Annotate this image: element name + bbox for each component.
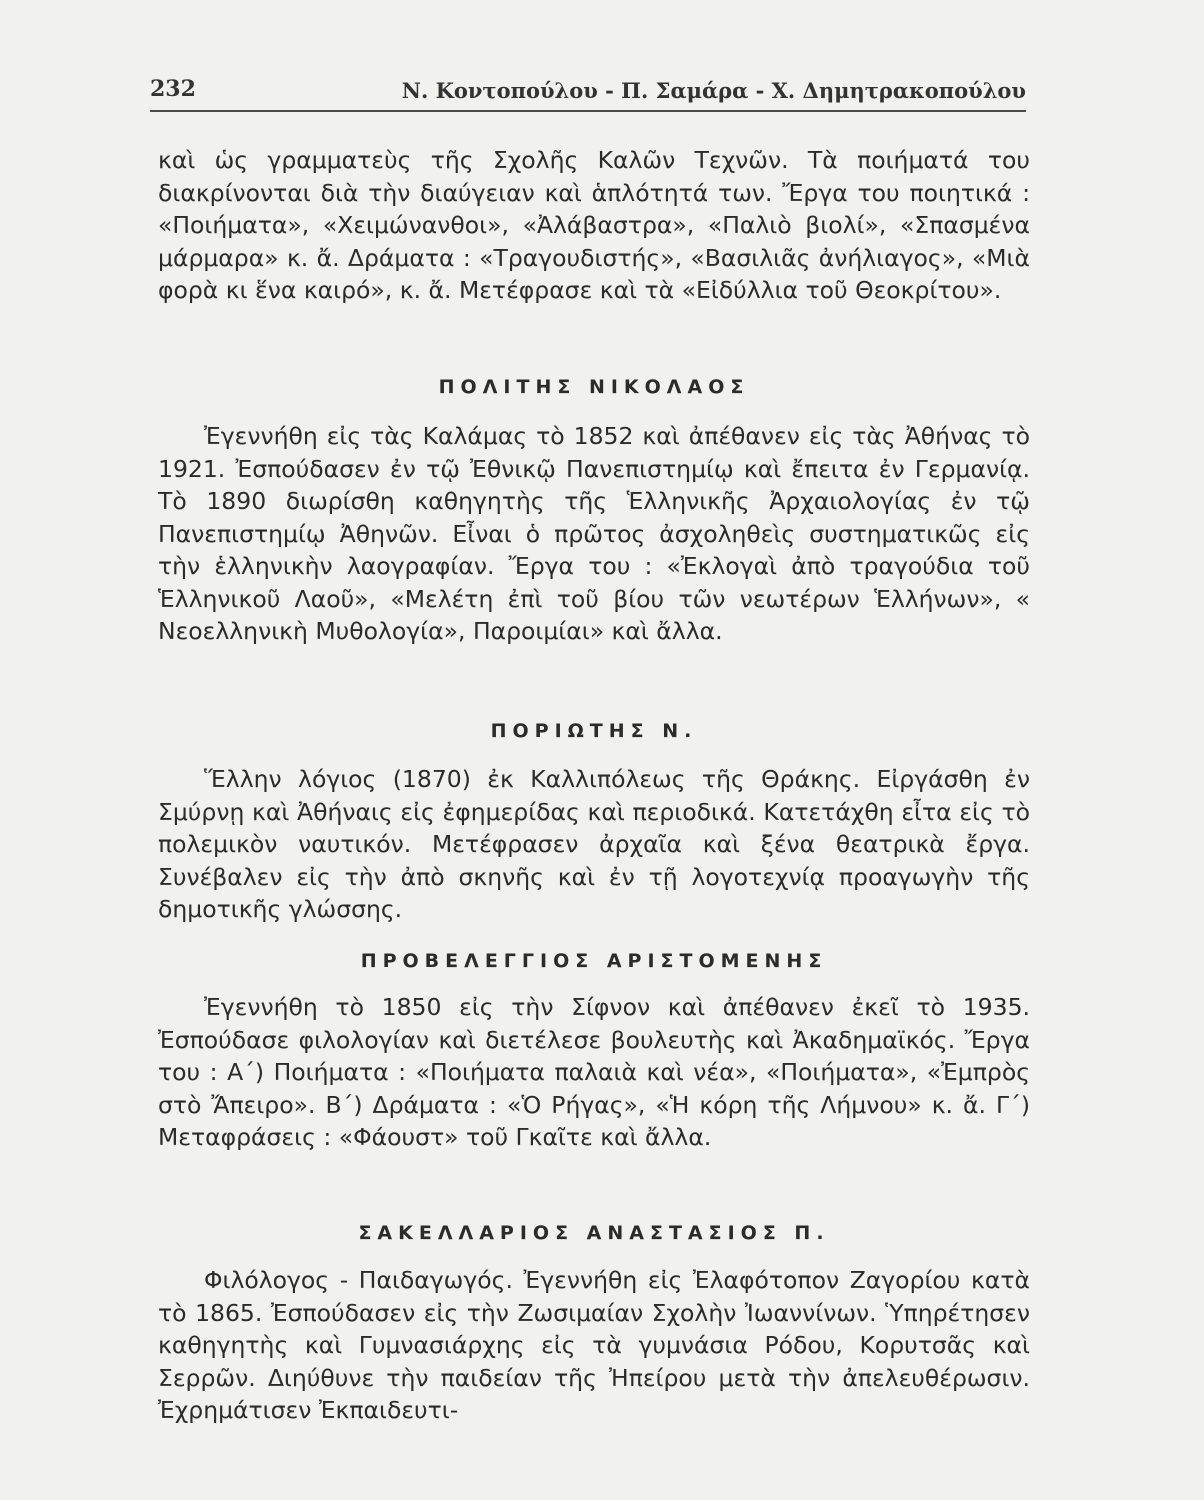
entry-text: Ἐγεννήθη τὸ 1850 εἰς τὴν Σίφνον καὶ ἀπέθανεν ἐκεῖ τὸ 1935. Ἐσπούδασε φιλολογίαν καὶ διετέλεσε βουλευτὴς καὶ Ἀκαδημαϊκός. Ἔργα του : Α΄) Ποιήματα : «Ποιήματα παλαιὰ καὶ νέα», «Ποιήματα», «Ἐμπρὸς στὸ Ἄπειρο». Β΄) Δράματα : «Ὁ Ρήγας», «Ἡ κόρη τῆς Λήμνου» κ. ἄ. Γ΄) Μεταφράσεις : «Φάουστ» τοῦ Γκαῖτε καὶ ἄλλα.	[158, 993, 1030, 1151]
running-head: Ν. Κοντοπούλου - Π. Σαμάρα - Χ. Δημητρακοπούλου	[401, 78, 1026, 103]
intro-paragraph: καὶ ὡς γραμματεὺς τῆς Σχολῆς Καλῶν Τεχνῶν. Τὰ ποιήματά του διακρίνονται διὰ τὴν διαύγειαν καὶ ἁπλότητά των. Ἔργα του ποιητικά : «Ποιήματα», «Χειμώνανθοι», «Ἀλάβαστρα», «Παλιὸ βιολί», «Σπασμένα μάρμαρα» κ. ἄ. Δράματα : «Τραγουδιστής», «Βασιλιᾶς ἀνήλιαγος», «Μιὰ φορὰ κι ἕνα καιρό», κ. ἄ. Μετέφρασε καὶ τὰ «Εἰδύλλια τοῦ Θεοκρίτου».	[158, 146, 1030, 304]
entry-heading: ΠΡΟΒΕΛΕΓΓΙΟΣ ΑΡΙΣΤΟΜΕΝΗΣ	[360, 950, 828, 972]
entry-heading: ΠΟΛΙΤΗΣ ΝΙΚΟΛΑΟΣ	[438, 376, 750, 398]
page-header	[150, 70, 1026, 112]
entry-text: Φιλόλογος - Παιδαγωγός. Ἐγεννήθη εἰς Ἐλαφότοπον Ζαγορίου κατὰ τὸ 1865. Ἐσπούδασεν εἰς τὴν Ζωσιμαίαν Σχολὴν Ἰωαννίνων. Ὑπηρέτησεν καθηγητὴς καὶ Γυμνασιάρχης εἰς τὰ γυμνάσια Ρόδου, Κορυτσᾶς καὶ Σερρῶν. Διηύθυνε τὴν παιδείαν τῆς Ἠπείρου μετὰ τὴν ἀπελευθέρωσιν. Ἐχρημάτισεν Ἐκπαιδευτι-	[158, 1266, 1030, 1424]
page-number: 232	[150, 76, 196, 102]
entry-text: Ἐγεννήθη εἰς τὰς Καλάμας τὸ 1852 καὶ ἀπέθανεν εἰς τὰς Ἀθήνας τὸ 1921. Ἐσπούδασεν ἐν τῷ Ἐθνικῷ Πανεπιστημίῳ καὶ ἔπειτα ἐν Γερμανίᾳ. Τὸ 1890 διωρίσθη καθηγητὴς τῆς Ἑλληνικῆς Ἀρχαιολογίας ἐν τῷ Πανεπιστημίῳ Ἀθηνῶν. Εἶναι ὁ πρῶτος ἀσχοληθεὶς συστηματικῶς εἰς τὴν ἑλληνικὴν λαογραφίαν. Ἔργα του : «Ἐκλογαὶ ἀπὸ τραγούδια τοῦ Ἑλληνικοῦ Λαοῦ», «Μελέτη ἐπὶ τοῦ βίου τῶν νεωτέρων Ἑλλήνων», « Νεοελληνικὴ Μυθολογία», Παροιμίαι» καὶ ἄλλα.	[158, 422, 1030, 645]
entry-text: Ἕλλην λόγιος (1870) ἐκ Καλλιπόλεως τῆς Θράκης. Εἰργάσθη ἐν Σμύρνῃ καὶ Ἀθήναις εἰς ἐφημερίδας καὶ περιοδικά. Κατετάχθη εἶτα εἰς τὸ πολεμικὸν ναυτικόν. Μετέφρασεν ἀρχαῖα καὶ ξένα θεατρικὰ ἔργα. Συνέβαλεν εἰς τὴν ἀπὸ σκηνῆς καὶ ἐν τῇ λογοτεχνίᾳ προαγωγὴν τῆς δημοτικῆς γλώσσης.	[158, 765, 1030, 923]
entry-heading: ΠΟΡΙΩΤΗΣ Ν.	[490, 720, 698, 742]
entry-heading: ΣΑΚΕΛΛΑΡΙΟΣ ΑΝΑΣΤΑΣΙΟΣ Π.	[358, 1222, 830, 1244]
